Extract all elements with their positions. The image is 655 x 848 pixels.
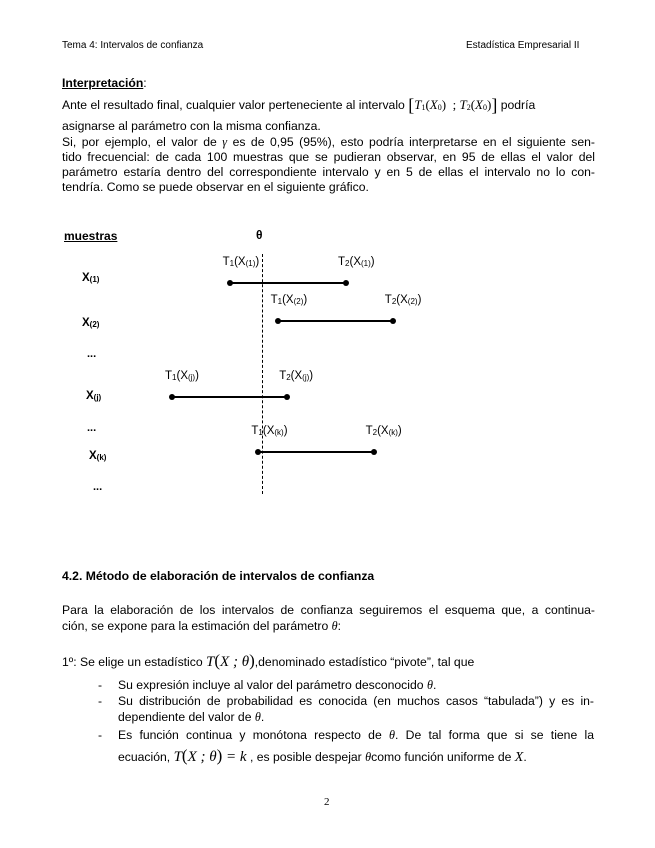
interval-endpoint-left [227,280,233,286]
interval-endpoint-left [255,449,261,455]
bullet-2-text-l1: Su distribución de probabilidad es conocida (en muchos casos “tabulada”) y es in- [118,694,594,708]
interval-line [278,320,393,322]
page-number: 2 [324,796,330,808]
bullet-3-text-l2: ecuación, T(X ; θ) = k , es posible despejar θcomo función uniforme de X. [118,746,527,765]
sample-label: $X_{(k)}$ [89,450,107,462]
interval-line [172,396,287,398]
interval-label-t2: $T_2(X_{(j)})$ [279,370,314,382]
bullet-3-marker: - [98,728,103,742]
bullet-2-marker: - [98,694,103,708]
bullet-3-text-l1: Es función continua y monótona respecto de θ. De tal forma que si se tiene la [118,728,594,742]
section-title: 4.2. Método de elaboración de intervalos de confianza [62,569,375,583]
interpretacion-para2-l1: Si, por ejemplo, el valor de γ es de 0,95 (95%), esto podría interpretarse en el siguiente sen- [62,135,595,149]
interval-endpoint-left [275,318,281,324]
interval-endpoint-right [284,394,290,400]
bullet-2-text-l2: dependiente del valor de θ. [118,710,265,724]
ellipsis: ... [87,348,97,360]
interpretacion-para2-l4: tendría. Como se puede observar en el siguiente gráfico. [62,180,369,194]
figure-muestras-label: muestras [64,229,118,243]
header-left: Tema 4: Intervalos de confianza [62,40,204,51]
sample-label: $X_{(1)}$ [82,272,100,284]
interval-line [258,451,373,453]
ellipsis: ... [93,481,103,493]
interval-endpoint-right [343,280,349,286]
sample-label: $X_{(2)}$ [82,317,100,329]
interval-endpoint-right [371,449,377,455]
interval-endpoint-right [390,318,396,324]
figure-theta-label: θ [256,228,263,242]
interval-label-t2: $T_2(X_{(k)})$ [365,425,402,437]
bullet-1-text: Su expresión incluye al valor del parámetro desconocido θ. [118,678,437,692]
interpretacion-para2-l3: parámetro estaría dentro del correspondiente intervalo y en 5 de ellas el intervalo no lo con- [62,165,595,179]
interval-label-t1: $T_1(X_{(2)})$ [270,294,308,306]
interval-label-t2: $T_2(X_{(2)})$ [384,294,422,306]
interpretacion-heading: Interpretación: [62,76,147,90]
interval-endpoint-left [169,394,175,400]
interval-label-t1: $T_1(X_{(j)})$ [165,370,199,382]
interpretacion-line1: Ante el resultado final, cualquier valor perteneciente al intervalo [$T_1(X_0)$ ; $T_2(X_0)$] podría [62,95,536,115]
bullet-1-marker: - [98,678,103,692]
interpretacion-para2-l2: tido frecuencial: de cada 100 muestras que se pudieran observar, en 95 de ellas el valor del [62,150,595,164]
theta-axis-line [262,254,263,494]
interval-label-t1: $T_1(X_{(k)})$ [251,425,288,437]
section-intro-l1: Para la elaboración de los intervalos de confianza seguiremos el esquema que, a continua- [62,603,595,617]
interpretacion-line2: asignarse al parámetro con la misma confianza. [62,119,321,133]
header-right: Estadística Empresarial II [466,40,580,51]
section-intro-l2: ción, se expone para la estimación del parámetro θ: [62,619,342,633]
interval-label-t2: $T_2(X_{(1)})$ [338,256,375,268]
interval-formula: [$T_1(X_0)$ ; $T_2(X_0)$] [408,95,498,115]
sample-label: $X_{(j)}$ [86,390,102,402]
interval-line [230,282,346,284]
interval-label-t1: $T_1(X_{(1)})$ [222,256,260,268]
ellipsis: ... [87,422,97,434]
step1-line: 1º: Se elige un estadístico T(X ; θ),denominado estadístico “pivote”, tal que [62,651,475,670]
